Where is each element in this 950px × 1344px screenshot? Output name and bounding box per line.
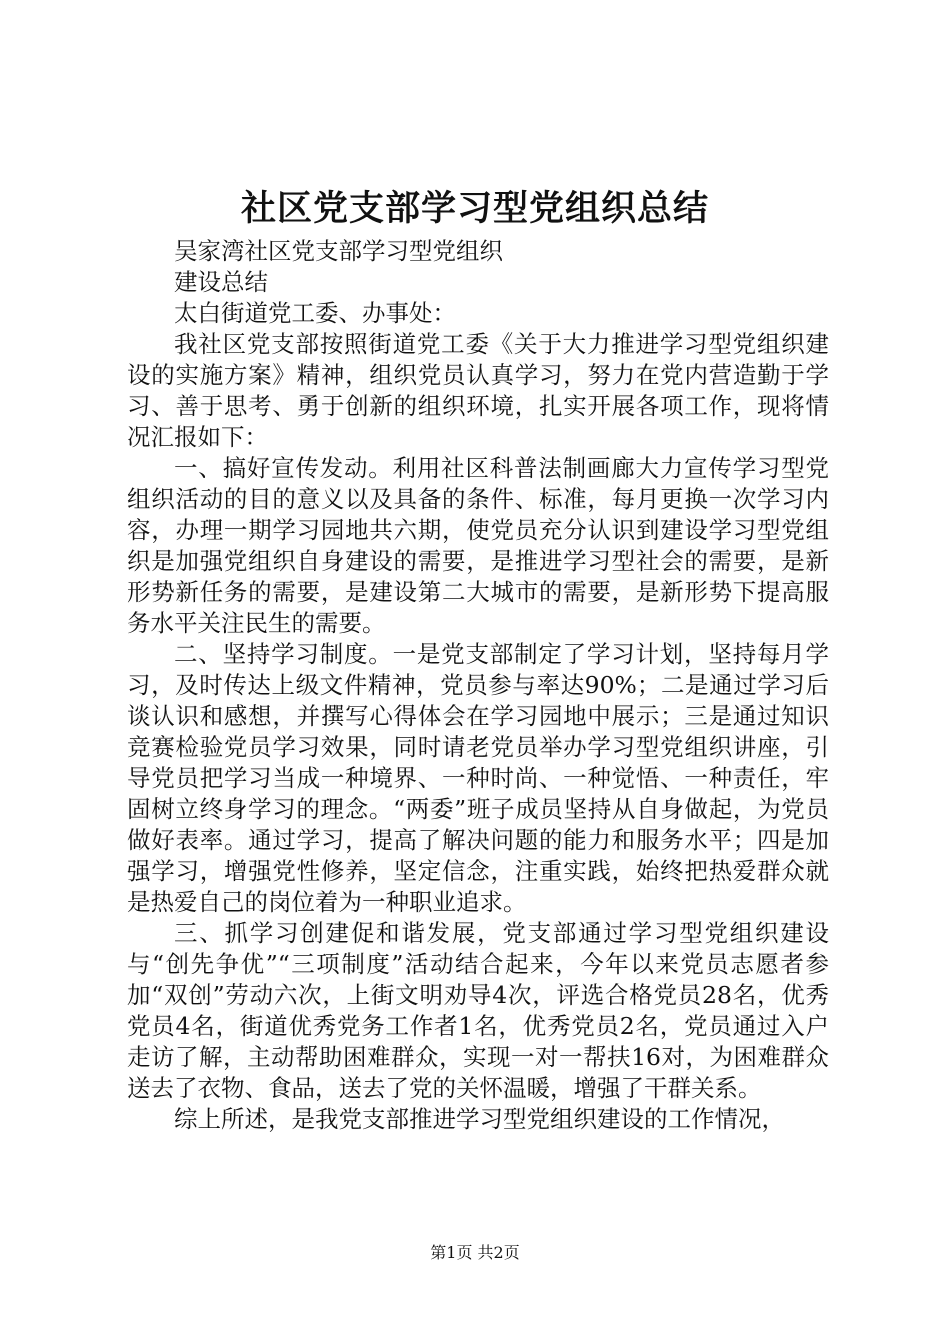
section-3-paragraph: 三、抓学习创建促和谐发展，党支部通过学习型党组织建设与“创先争优”“三项制度”活动结合起来，今年以来党员志愿者参加“双创”劳动六次，上街文明劝导4次，评选合格党员28名，优秀党员4名，街道优秀党务工作者1名，优秀党员2名，党员通过入户走访了解，主动帮助困难群众，实现一对一帮扶16对，为困难群众送去了衣物、食品，送去了党的关怀温暖，增强了干群关系。: [127, 919, 829, 1102]
document-title: 社区党支部学习型党组织总结: [240, 188, 709, 229]
intro-paragraph: 我社区党支部按照街道党工委《关于大力推进学习型党组织建设的实施方案》精神，组织党员认真学习，努力在党内营造勤于学习、善于思考、勇于创新的组织环境，扎实开展各项工作，现将情况汇报如下：: [127, 330, 829, 451]
addressee: 太白街道党工委、办事处：: [174, 299, 456, 327]
section-1-paragraph: 一、搞好宣传发动。利用社区科普法制画廊大力宣传学习型党组织活动的目的意义以及具备的条件、标准，每月更换一次学习内容，办理一期学习园地共六期，使党员充分认识到建设学习型党组织是加强党组织自身建设的需要，是推进学习型社会的需要，是新形势新任务的需要，是建设第二大城市的需要，是新形势下提高服务水平关注民生的需要。: [127, 454, 829, 637]
page-number: 第1页 共2页: [430, 1243, 520, 1262]
subtitle-line-2: 建设总结: [174, 268, 268, 296]
section-2-paragraph: 二、坚持学习制度。一是党支部制定了学习计划，坚持每月学习，及时传达上级文件精神，党员参与率达90%；二是通过学习后谈认识和感想，并撰写心得体会在学习园地中展示；三是通过知识竞赛检验党员学习效果，同时请老党员举办学习型党组织讲座，引导党员把学习当成一种境界、一种时尚、一种觉悟、一种责任，牢固树立终身学习的理念。“两委”班子成员坚持从自身做起，为党员做好表率。通过学习，提高了解决问题的能力和服务水平；四是加强学习，增强党性修养，坚定信念，注重实践，始终把热爱群众就是热爱自己的岗位着为一种职业追求。: [127, 640, 829, 916]
subtitle-line-1: 吴家湾社区党支部学习型党组织: [174, 237, 503, 265]
document-body: [127, 236, 829, 1135]
summary-paragraph: 综上所述，是我党支部推进学习型党组织建设的工作情况，: [174, 1105, 785, 1133]
